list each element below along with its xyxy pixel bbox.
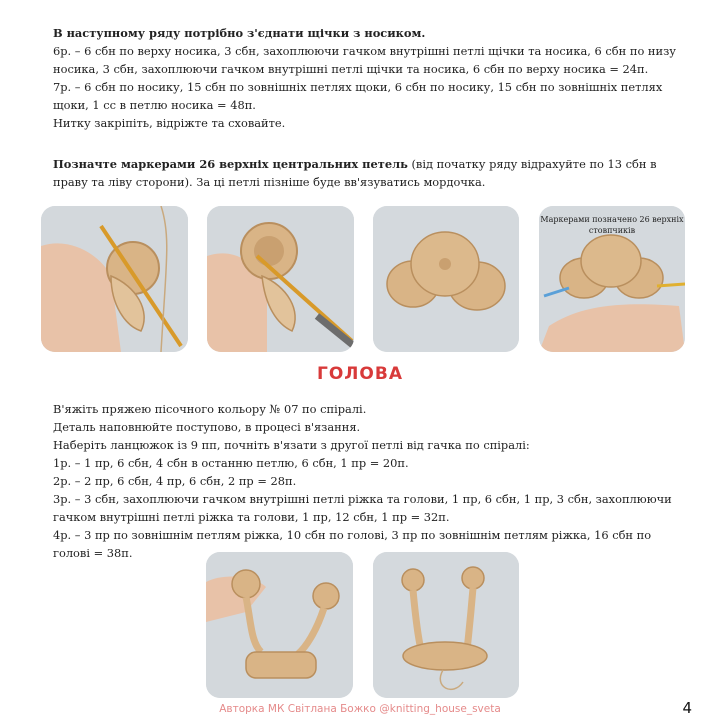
instruction-line: В'яжіть пряжею пісочного кольору № 07 по спіралі. <box>53 402 367 416</box>
row-7: 7р. – 6 сбн по носику, 15 сбн по зовнішніх петлях щоки, 6 сбн по носику, 15 сбн по зовнішніх петлях щоки, 1 сс в петлю носика = 48п. <box>53 80 663 112</box>
row-2: 2р. – 2 пр, 6 сбн, 4 пр, 6 сбн, 2 пр = 28п. <box>53 474 297 488</box>
photo-cheeks-nose <box>373 206 519 352</box>
author-footer: Авторка МК Світлана Божко @knitting_house_sveta <box>219 703 501 715</box>
section-head <box>53 400 683 562</box>
page-number: 4 <box>682 699 692 717</box>
finish-note: Нитку закріпіть, відріжте та сховайте. <box>53 116 286 130</box>
section-title: В наступному ряду потрібно з'єднати щічки з носиком. <box>53 26 426 40</box>
row-4: 4р. – 3 пр по зовнішнім петлям ріжка, 10 сбн по голові, 3 пр по зовнішнім петлям ріжка, 16 сбн по голові = 38п. <box>53 528 652 560</box>
markers-bold: Позначте маркерами 26 верхніх центральних петель <box>53 157 408 171</box>
row-3: 3р. – 3 сбн, захоплюючи гачком внутрішні петлі ріжка та голови, 1 пр, 6 сбн, 1 пр, 3 сбн, захоплюючи гачком внутрішні петлі ріжка та голови, 1 пр, 12 сбн, 1 пр = 32п. <box>53 492 672 524</box>
photo-head-2 <box>373 552 519 698</box>
photo-joining-1 <box>41 206 188 352</box>
markers-note <box>53 155 683 191</box>
section-cheeks-nose <box>53 24 683 132</box>
photo-caption: Маркерами позначено 26 верхніх стовпчиків <box>540 215 684 235</box>
instruction-line: Наберіть ланцюжок із 9 пп, почніть в'язати з другої петлі від гачка по спіралі: <box>53 438 530 452</box>
photo-markers <box>539 206 685 352</box>
photo-joining-2 <box>207 206 354 352</box>
row-6: 6р. – 6 сбн по верху носика, 3 сбн, захоплюючи гачком внутрішні петлі щічки та носика, 6 сбн по низу носика, 3 сбн, захоплюючи гачком внутрішні петлі щічки та носика, 6 сбн по верху носика = 24п. <box>53 44 677 76</box>
heading-head: ГОЛОВА <box>317 364 403 384</box>
markers-text: (від початку ряду відрахуйте по 13 сбн в праву та ліву сторони). За ці петлі пізніше буде вв'язуватись мордочка. <box>53 157 657 189</box>
instruction-line: Деталь наповнюйте поступово, в процесі в'язання. <box>53 420 361 434</box>
photo-head-1 <box>206 552 353 698</box>
row-1: 1р. – 1 пр, 6 сбн, 4 сбн в останню петлю, 6 сбн, 1 пр = 20п. <box>53 456 409 470</box>
